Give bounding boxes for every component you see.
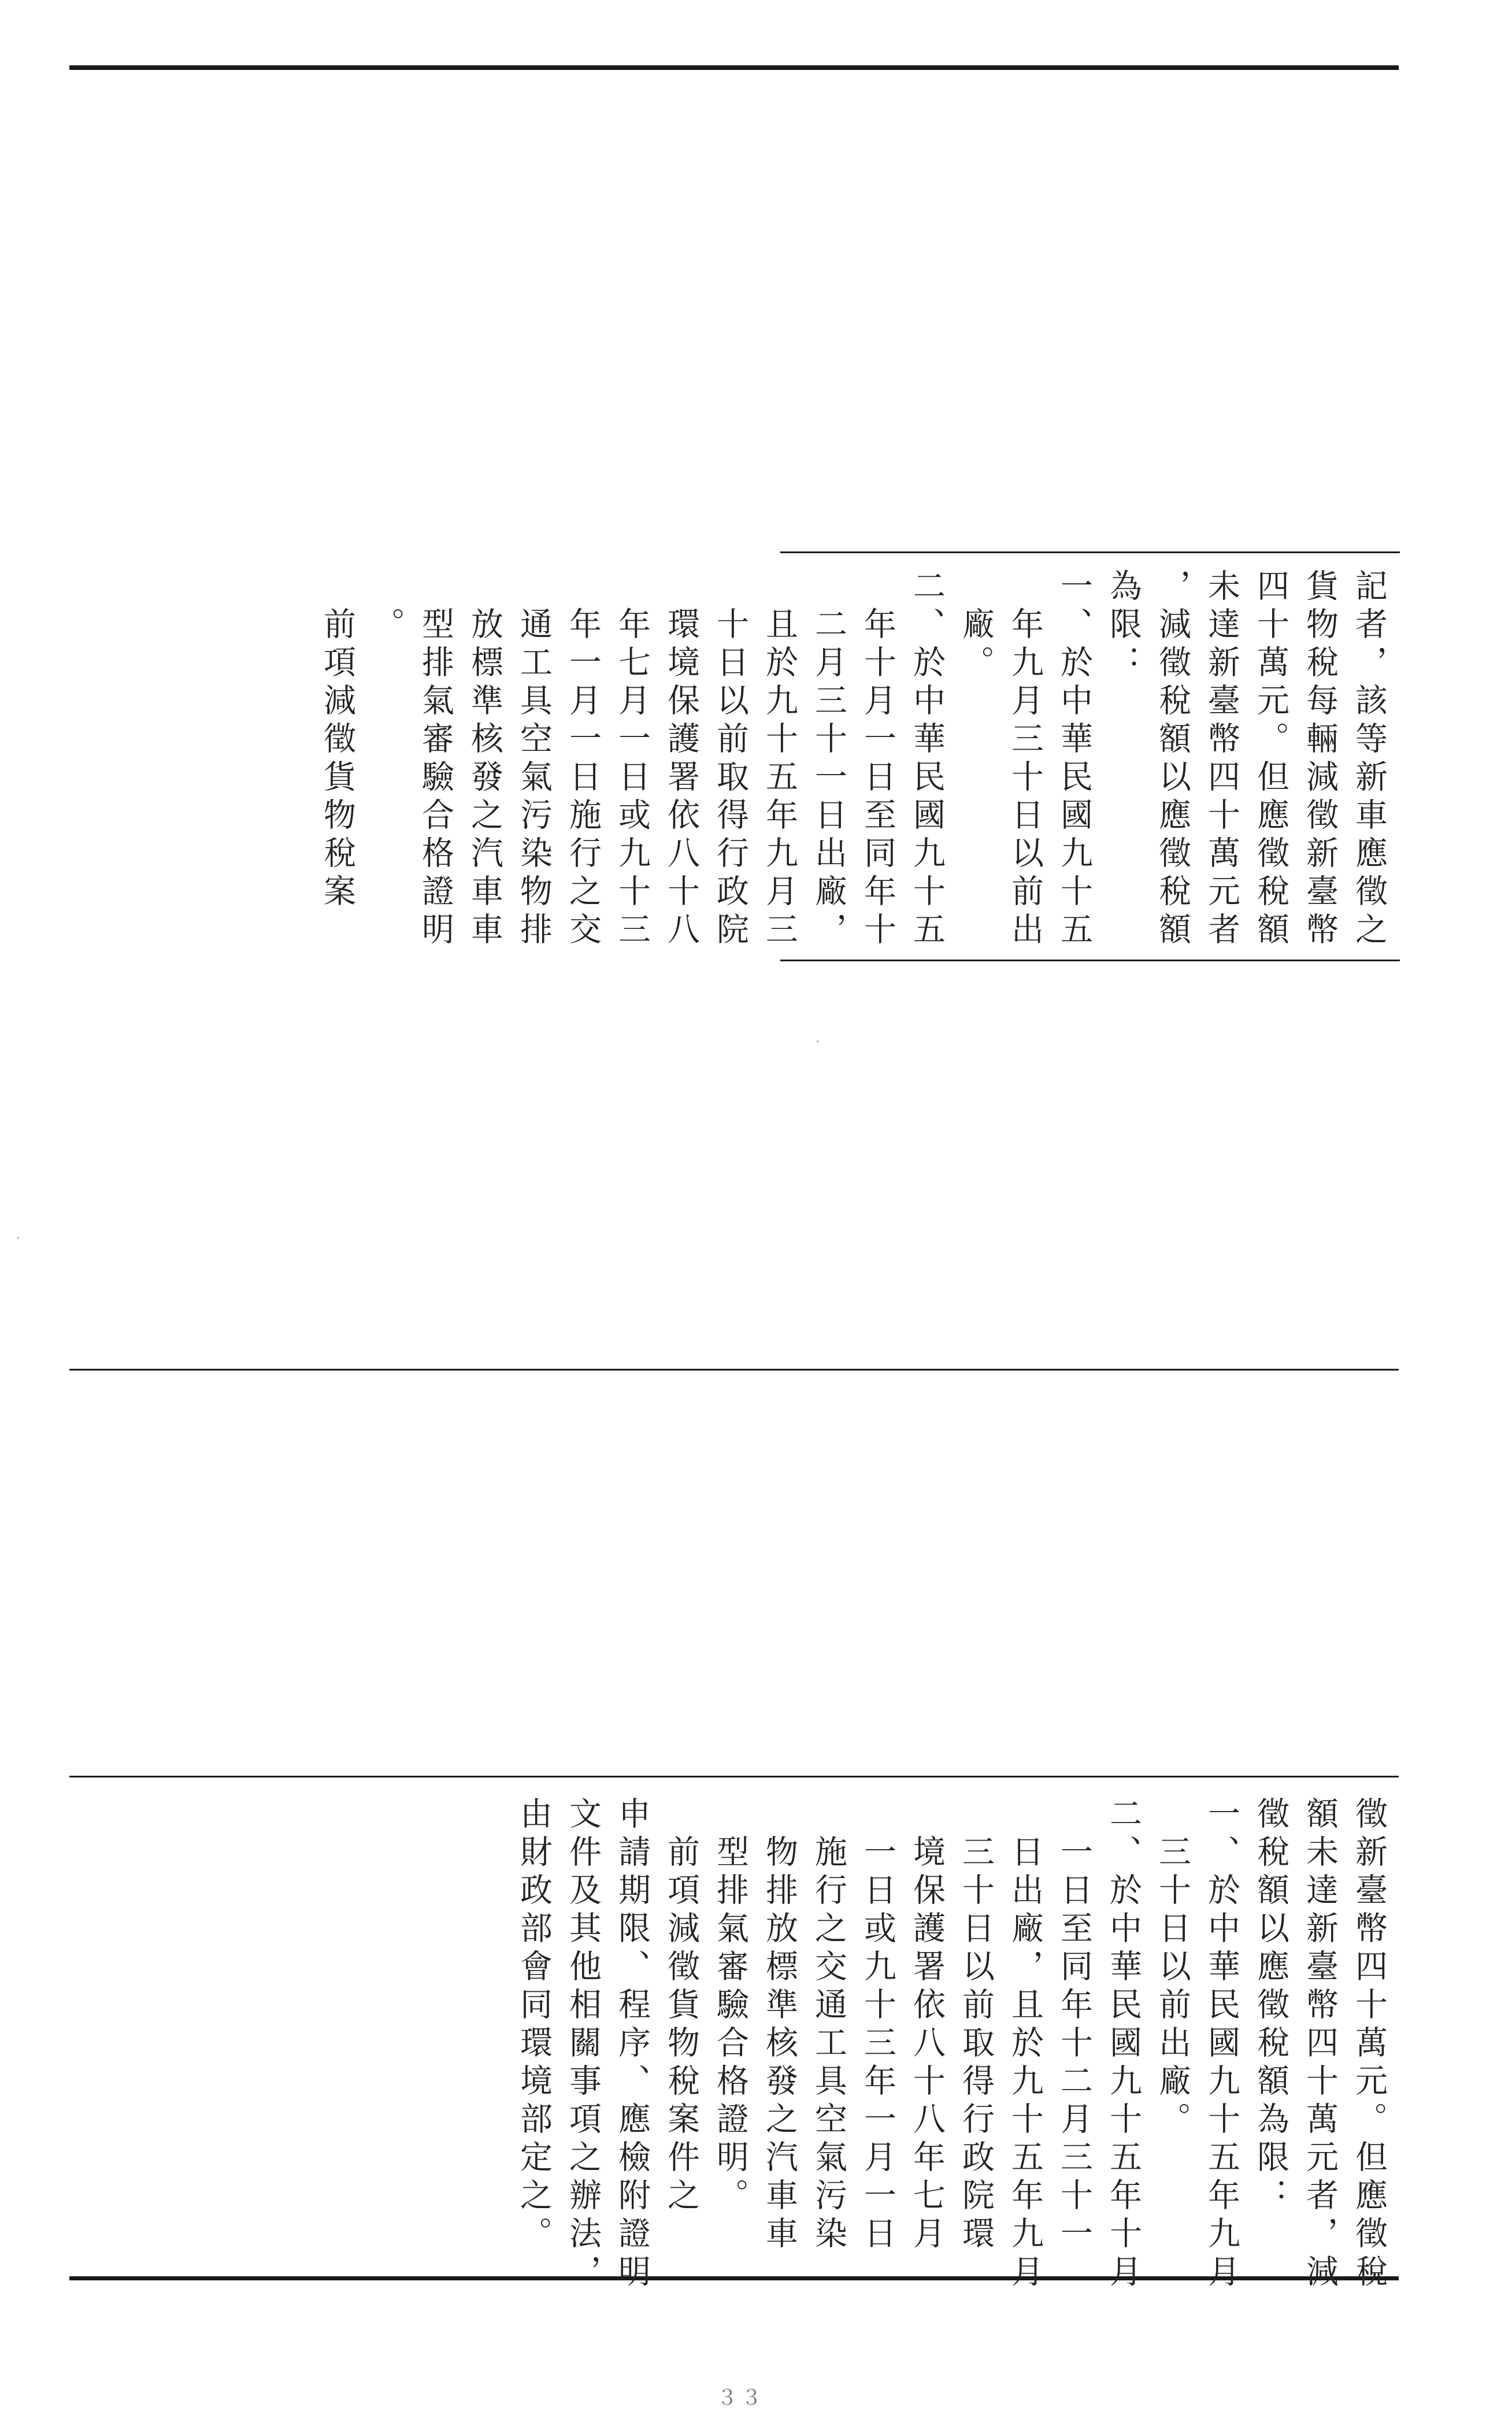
lower-column: 型排氣審驗合格證明。 xyxy=(711,1797,749,2216)
upper-column: 為限： xyxy=(1105,569,1142,683)
upper-column: 記者，該等新車應徵之 xyxy=(1350,569,1388,950)
upper-column: 。 xyxy=(368,569,405,645)
upper-column: ，減徵稅額以應徵稅額 xyxy=(1154,569,1191,950)
lower-column: 徵稅額以應徵稅額為限： xyxy=(1252,1797,1289,2216)
lower-column: 日出廠，且於九十五年九月 xyxy=(1006,1797,1044,2293)
upper-column: 且於九十五年九月三 xyxy=(761,569,798,950)
upper-column: 年一月一日施行之交 xyxy=(564,569,602,950)
upper-column: 廠。 xyxy=(957,569,995,683)
section-rule-3 xyxy=(69,1369,1399,1371)
section-rule-4 xyxy=(69,1776,1399,1777)
section-rule-1 xyxy=(780,551,1400,553)
lower-column: 施行之交通工具空氣污染 xyxy=(810,1797,847,2254)
upper-column: 放標準核發之汽車車 xyxy=(466,569,503,950)
lower-column: 申請期限、程序、應檢附證明 xyxy=(613,1797,651,2293)
lower-column: 徵新臺幣四十萬元。但應徵稅 xyxy=(1350,1797,1388,2293)
lower-column: 一、於中華民國九十五年九月 xyxy=(1203,1797,1240,2293)
upper-column: 年十月一日至同年十 xyxy=(859,569,896,950)
upper-column: 年九月三十日以前出 xyxy=(1006,569,1044,950)
upper-column: 環境保護署依八十八 xyxy=(662,569,700,950)
upper-column: 未達新臺幣四十萬元者 xyxy=(1203,569,1240,950)
lower-column: 一日或九十三年一月一日 xyxy=(859,1797,896,2254)
upper-column: 型排氣審驗合格證明 xyxy=(417,569,454,950)
upper-column: 二、於中華民國九十五 xyxy=(908,569,946,950)
top-rule xyxy=(69,65,1399,70)
lower-column: 三十日以前出廠。 xyxy=(1154,1797,1191,2140)
upper-column: 四十萬元。但應徵稅額 xyxy=(1252,569,1289,950)
lower-column: 文件及其他相關事項之辦法， xyxy=(564,1797,602,2293)
section-rule-2 xyxy=(780,960,1400,961)
lower-column: 由財政部會同環境部定之。 xyxy=(515,1797,553,2254)
lower-column: 前項減徵貨物稅案件之 xyxy=(662,1797,700,2216)
upper-column: 前項減徵貨物稅案 xyxy=(318,569,356,912)
upper-column: 十日以前取得行政院 xyxy=(711,569,749,950)
upper-column: 貨物稅每輛減徵新臺幣 xyxy=(1301,569,1339,950)
lower-column: 額未達新臺幣四十萬元者，減 xyxy=(1301,1797,1339,2293)
lower-column: 境保護署依八十八年七月 xyxy=(908,1797,946,2254)
page-number: ３３ xyxy=(717,2386,766,2410)
upper-column: 年七月一日或九十三 xyxy=(613,569,651,950)
scan-speck xyxy=(17,1237,19,1239)
upper-column: 二月三十一日出廠， xyxy=(810,569,847,950)
lower-column: 二、於中華民國九十五年十月 xyxy=(1105,1797,1142,2293)
lower-column: 物排放標準核發之汽車車 xyxy=(761,1797,798,2254)
upper-column: 一、於中華民國九十五 xyxy=(1055,569,1093,950)
lower-column: 一日至同年十二月三十一 xyxy=(1055,1797,1093,2254)
upper-column: 通工具空氣污染物排 xyxy=(515,569,553,950)
scan-speck xyxy=(817,1040,818,1042)
lower-column: 三十日以前取得行政院環 xyxy=(957,1797,995,2254)
bottom-rule xyxy=(69,2276,1399,2280)
